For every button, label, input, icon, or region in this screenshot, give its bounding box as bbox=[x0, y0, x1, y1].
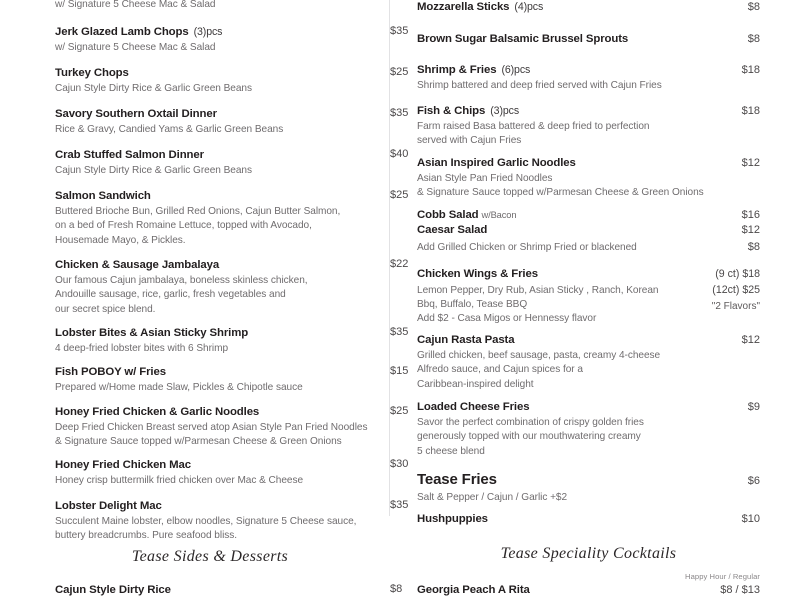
menu-item-lobster-bites-asian-sticky-shrimp[interactable] bbox=[55, 326, 409, 356]
item-title-text: Turkey Chops bbox=[55, 67, 129, 79]
menu-item-honey-fried-chicken-mac[interactable] bbox=[55, 458, 409, 488]
menu-item-turkey-chops[interactable] bbox=[55, 66, 409, 96]
item-quantity: (3)pcs bbox=[193, 26, 223, 38]
item-price: $22 bbox=[390, 258, 409, 270]
item-price: $9 bbox=[747, 401, 760, 413]
item-price: $8 / $13 bbox=[720, 584, 760, 596]
item-title-text: Tease Fries bbox=[417, 471, 497, 488]
price-9-count: (9 ct) $18 bbox=[715, 268, 760, 280]
item-quantity: (6)pcs bbox=[501, 64, 531, 76]
item-title-text: Caesar Salad bbox=[417, 224, 488, 236]
item-title-text: Lobster Delight Mac bbox=[55, 500, 162, 512]
menu-item-tease-fries[interactable] bbox=[417, 470, 760, 505]
item-title-text: Cobb Salad bbox=[417, 209, 479, 221]
item-title-text: Cajun Rasta Pasta bbox=[417, 334, 515, 346]
menu-item-crab-stuffed-salmon-dinner[interactable] bbox=[55, 148, 409, 178]
item-title-text: Salmon Sandwich bbox=[55, 190, 151, 202]
item-title-text: Hushpuppies bbox=[417, 513, 488, 525]
menu-item-jerk-glazed-lamb-chops[interactable] bbox=[55, 25, 409, 55]
item-quantity: (4)pcs bbox=[514, 1, 544, 13]
menu-item-caesar-salad[interactable] bbox=[417, 223, 760, 238]
item-title-text: Mozzarella Sticks bbox=[417, 1, 510, 13]
section-heading-tease-sides-desserts: Tease Sides & Desserts bbox=[131, 548, 289, 565]
item-price: $6 bbox=[747, 475, 760, 487]
menu-item-brown-sugar-balsamic-brussel-sprouts[interactable] bbox=[417, 32, 760, 47]
item-description: Rice & Gravy, Candied Yams & Garlic Green Beans bbox=[55, 124, 284, 136]
menu-item-chicken-sausage-jambalaya[interactable] bbox=[55, 258, 409, 317]
item-description: w/ Signature 5 Cheese Mac & Salad bbox=[55, 42, 216, 54]
item-description: Prepared w/Home made Slaw, Pickles & Chipotle sauce bbox=[55, 382, 303, 394]
item-description: Shrimp battered and deep fried served with Cajun Fries bbox=[417, 80, 662, 92]
item-price: $25 bbox=[390, 189, 409, 201]
item-description: Grilled chicken, beef sausage, pasta, creamy 4-cheese Alfredo sauce, and Cajun spices for a Caribbean-inspired delight bbox=[417, 350, 661, 390]
menu-item-cajun-rasta-pasta[interactable] bbox=[417, 333, 760, 392]
item-description: 4 deep-fried lobster bites with 6 Shrimp bbox=[55, 343, 229, 355]
menu-item-salmon-sandwich[interactable] bbox=[55, 189, 409, 248]
item-description: Salt & Pepper / Cajun / Garlic +$2 bbox=[417, 491, 568, 503]
item-price: $25 bbox=[390, 66, 409, 78]
item-description: Buttered Brioche Bun, Grilled Red Onions, Cajun Butter Salmon, on a bed of Fresh Romaine Lettuce, topped with Avocado, Housemade Mayo, & Pickles. bbox=[55, 206, 341, 246]
item-price: $8 bbox=[747, 33, 760, 45]
menu-item-fish-poboy-w-fries[interactable] bbox=[55, 365, 409, 395]
item-price: $18 bbox=[741, 105, 760, 117]
item-price-stack bbox=[712, 267, 760, 314]
menu-item-lobster-delight-mac[interactable] bbox=[55, 499, 409, 544]
item-price: $8 bbox=[747, 241, 760, 253]
menu-item-georgia-peach-a-rita[interactable] bbox=[417, 583, 760, 598]
item-title-text: Jerk Glazed Lamb Chops bbox=[55, 26, 189, 38]
item-title-text: Brown Sugar Balsamic Brussel Sprouts bbox=[417, 33, 629, 45]
item-description: Savor the perfect combination of crispy golden fries generously topped with our mouthwatering creamy 5 cheese blend bbox=[417, 417, 644, 457]
item-quantity: (3)pcs bbox=[490, 105, 519, 117]
item-price: $12 bbox=[741, 334, 760, 346]
item-description: Lemon Pepper, Dry Rub, Asian Sticky , Ranch, Korean Bbq, Buffalo, Tease BBQ Add $2 - Casa Migos or Hennessy flavor bbox=[417, 284, 659, 325]
item-price: $8 bbox=[747, 1, 760, 13]
item-price: $10 bbox=[741, 513, 760, 525]
item-price: $35 bbox=[390, 107, 409, 119]
item-description: Deep Fried Chicken Breast served atop Asian Style Pan Fried Noodles & Signature Sauce topped w/Parmesan Cheese & Green Onions bbox=[55, 422, 368, 448]
item-description: Honey crisp buttermilk fried chicken over Mac & Cheese bbox=[55, 475, 304, 487]
item-price: $15 bbox=[390, 365, 409, 377]
menu-addon-grilled-chicken-or-shrimp[interactable] bbox=[417, 241, 760, 255]
section-heading-tease-speciality-cocktails: Tease Speciality Cocktails bbox=[500, 545, 677, 562]
item-price: $35 bbox=[390, 25, 409, 37]
item-sub-note: w/Bacon bbox=[481, 210, 517, 220]
item-price: $25 bbox=[390, 405, 409, 417]
item-title-text: Fish POBOY w/ Fries bbox=[55, 366, 166, 378]
item-description: Farm raised Basa battered & deep fried to perfection served with Cajun Fries bbox=[417, 121, 650, 147]
clipped-top-description: w/ Signature 5 Cheese Mac & Salad bbox=[55, 0, 216, 10]
item-price: $8 bbox=[390, 583, 403, 595]
item-title-text: Chicken Wings & Fries bbox=[417, 268, 538, 280]
item-title-text: Lobster Bites & Asian Sticky Shrimp bbox=[55, 327, 249, 339]
addon-text: Add Grilled Chicken or Shrimp Fried or blackened bbox=[417, 242, 637, 253]
item-description: Our famous Cajun jambalaya, boneless skinless chicken, Andouille sausage, rice, garlic, fresh vegetables and our secret spice blend. bbox=[55, 275, 308, 315]
menu-item-asian-inspired-garlic-noodles[interactable] bbox=[417, 156, 760, 201]
item-title-text: Crab Stuffed Salmon Dinner bbox=[55, 149, 204, 161]
item-title-text: Shrimp & Fries bbox=[417, 64, 497, 76]
price-12-count: (12ct) $25 bbox=[712, 283, 760, 296]
item-description: Asian Style Pan Fried Noodles & Signature Sauce topped w/Parmesan Cheese & Green Onions bbox=[417, 173, 704, 199]
item-title-text: Chicken & Sausage Jambalaya bbox=[55, 259, 220, 271]
menu-item-loaded-cheese-fries[interactable] bbox=[417, 400, 760, 459]
item-title-text: Asian Inspired Garlic Noodles bbox=[417, 157, 576, 169]
item-price: $35 bbox=[390, 499, 409, 511]
happy-hour-regular-label: Happy Hour / Regular bbox=[685, 572, 760, 581]
menu-item-mozzarella-sticks[interactable] bbox=[417, 0, 760, 15]
item-description: Succulent Maine lobster, elbow noodles, Signature 5 Cheese sauce, buttery breadcrumbs. Pure seafood bliss. bbox=[55, 516, 357, 542]
item-title-text: Honey Fried Chicken & Garlic Noodles bbox=[55, 406, 260, 418]
item-title-text: Loaded Cheese Fries bbox=[417, 401, 530, 413]
item-price: $40 bbox=[390, 148, 409, 160]
menu-item-cobb-salad[interactable] bbox=[417, 208, 760, 223]
item-price: $18 bbox=[741, 64, 760, 76]
menu-item-shrimp-fries[interactable] bbox=[417, 63, 760, 93]
item-title-text: Honey Fried Chicken Mac bbox=[55, 459, 192, 471]
item-price: $12 bbox=[741, 157, 760, 169]
item-price: $16 bbox=[741, 209, 760, 221]
item-price: $30 bbox=[390, 458, 409, 470]
menu-item-fish-chips[interactable] bbox=[417, 104, 760, 149]
right-menu-column bbox=[389, 0, 800, 600]
price-flavors-note: "2 Flavors" bbox=[711, 300, 760, 312]
item-title-text: Fish & Chips bbox=[417, 105, 486, 117]
menu-item-honey-fried-chicken-garlic-noodles[interactable] bbox=[55, 405, 409, 450]
menu-item-cajun-style-dirty-rice[interactable] bbox=[55, 583, 403, 598]
item-title-text: Georgia Peach A Rita bbox=[417, 584, 530, 596]
item-title-text: Savory Southern Oxtail Dinner bbox=[55, 108, 217, 120]
item-title-text: Cajun Style Dirty Rice bbox=[55, 584, 171, 596]
item-price: $12 bbox=[741, 224, 760, 236]
menu-item-savory-southern-oxtail-dinner[interactable] bbox=[55, 107, 409, 137]
menu-item-chicken-wings-fries[interactable] bbox=[417, 267, 760, 327]
item-price: $35 bbox=[390, 326, 409, 338]
item-description: Cajun Style Dirty Rice & Garlic Green Beans bbox=[55, 83, 252, 95]
menu-item-hushpuppies[interactable] bbox=[417, 512, 760, 527]
item-description: Cajun Style Dirty Rice & Garlic Green Beans bbox=[55, 165, 252, 177]
